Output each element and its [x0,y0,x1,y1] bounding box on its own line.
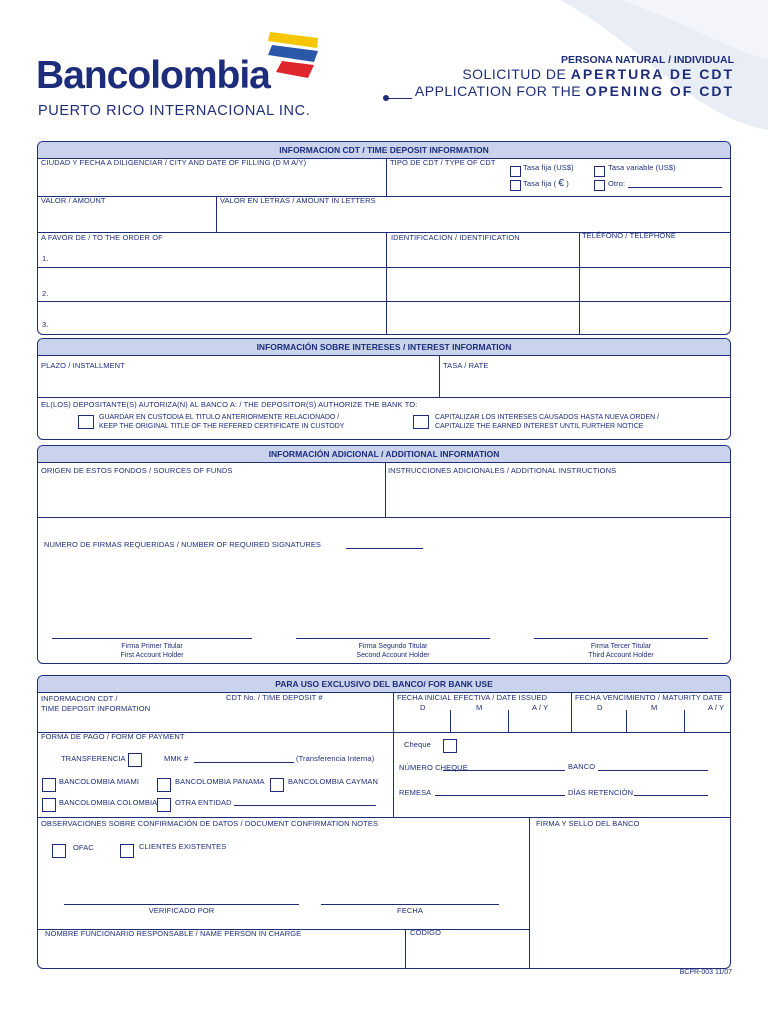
transfer-checkbox[interactable] [128,753,142,767]
custody-checkbox[interactable] [78,415,94,429]
city-date-label: CIUDAD Y FECHA A DILIGENCIAR / CITY AND DATE OF FILLING (D M A/Y) [41,158,307,167]
signature-line-2[interactable] [296,638,490,639]
tasa-fija-usd-checkbox[interactable] [510,166,521,177]
section-interest-info [37,338,731,440]
rate-label: TASA / RATE [443,361,489,370]
maturity-m-label: M [651,703,658,712]
section-time-deposit-info [37,141,731,335]
row-1-label: 1. [42,254,49,263]
divider [38,517,730,518]
bc-miami-checkbox[interactable] [42,778,56,792]
amount-letters-label: VALOR EN LETRAS / AMOUNT IN LETTERS [220,196,376,205]
bc-colombia-checkbox[interactable] [42,798,56,812]
custody-label-es: GUARDAR EN CUSTODIA EL TITULO ANTERIORMENTE RELACIONADO / [99,414,340,421]
row-2-label: 2. [42,289,49,298]
code-label: CODIGO [410,928,442,937]
existing-clients-checkbox[interactable] [120,844,134,858]
cdt-type-label: TIPO DE CDT / TYPE OF CDT [390,158,496,167]
telephone-label: TELÉFONO / TELEPHONE [582,231,676,240]
ofac-checkbox[interactable] [52,844,66,858]
capitalize-label-es: CAPITALIZAR LOS INTERESES CAUSADOS HASTA NUEVA ORDEN / [435,414,660,421]
title-en [415,83,734,99]
divider [38,267,730,268]
row-3-label: 3. [42,320,49,329]
divider [439,355,440,397]
amount-label: VALOR / AMOUNT [41,196,106,205]
bank-stamp-label: FIRMA Y SELLO DEL BANCO [536,819,640,828]
divider [508,710,509,732]
section-bank-use [37,675,731,969]
sig1-label-es: Firma Primer Titular [121,643,183,650]
sig2-label-es: Firma Segundo Titular [358,643,428,650]
euro-icon: € [558,178,565,189]
section-title: PARA USO EXCLUSIVO DEL BANCO/ FOR BANK USE [38,676,730,693]
section-title: INFORMACIÓN ADICIONAL / ADDITIONAL INFORMATION [38,446,730,463]
title-arrow [386,98,412,99]
maturity-y-label: A / Y [708,703,725,712]
additional-instructions-label: INSTRUCCIONES ADICIONALES / ADDITIONAL INSTRUCTIONS [388,466,617,475]
divider [385,462,386,517]
bc-cayman-checkbox[interactable] [270,778,284,792]
confirmation-notes-label: OBSERVACIONES SOBRE CONFIRMACIÓN DE DATOS / DOCUMENT CONFIRMATION NOTES [41,819,379,828]
divider [405,929,406,969]
section-title: INFORMACIÓN SOBRE INTERESES / INTEREST INFORMATION [38,339,730,356]
verified-by-label: VERIFICADO POR [148,906,215,915]
divider [684,710,685,732]
info-cdt-label-l2: TIME DEPOSIT INFORMATION [41,704,151,713]
form-of-payment-label: FORMA DE PAGO / FORM OF PAYMENT [41,732,185,741]
tasa-fija-eur-text: Tasa fija ( [523,179,557,188]
divider [579,232,580,335]
sig3-label-es: Firma Tercer Titular [590,643,652,650]
tasa-fija-usd-label: Tasa fija (US$) [523,163,574,172]
other-entity-field[interactable] [234,805,376,806]
section-title: INFORMACION CDT / TIME DEPOSIT INFORMATION [38,142,730,159]
signature-line-1[interactable] [52,638,252,639]
title-arrow-dot [383,95,389,101]
bank-field[interactable] [598,770,708,771]
divider [216,196,217,232]
sources-of-funds-label: ORIGEN DE ESTOS FONDOS / SOURCES OF FUNDS [41,466,233,475]
bc-colombia-label: BANCOLOMBIA COLOMBIA [59,798,158,807]
capitalize-label-en: CAPITALIZE THE EARNED INTEREST UNTIL FURTHER NOTICE [435,423,644,430]
transfer-label: TRANSFERENCIA [61,754,126,763]
date-issued-label: FECHA INICIAL EFECTIVA / DATE ISSUED [397,693,548,702]
brand-subtitle: PUERTO RICO INTERNACIONAL INC. [38,103,311,119]
divider [386,232,387,335]
order-of-label: A FAVOR DE / TO THE ORDER OF [41,233,163,242]
internal-transfer-label: (Transferencia Interna) [296,754,375,763]
tasa-variable-label: Tasa variable (US$) [608,163,676,172]
bc-miami-label: BANCOLOMBIA MIAMI [59,777,140,786]
divider [393,732,394,817]
title-es [462,66,734,82]
sig3-label-en: Third Account Holder [588,652,654,659]
divider [38,397,730,398]
num-signatures-field[interactable] [346,548,423,549]
sig2-label-en: Second Account Holder [356,652,430,659]
other-entity-checkbox[interactable] [157,798,171,812]
remittance-field[interactable] [435,795,565,796]
cdt-number-label: CDT No. / TIME DEPOSIT # [226,693,323,702]
title-es-bold: APERTURA DE CDT [570,66,734,82]
verified-by-field[interactable] [64,904,299,905]
mmk-label: MMK # [164,754,189,763]
bc-panama-label: BANCOLOMBIA PANAMA [175,777,265,786]
divider [393,692,394,732]
tasa-variable-checkbox[interactable] [594,166,605,177]
person-in-charge-label: NOMBRE FUNCIONARIO RESPONSABLE / NAME PERSON IN CHARGE [45,929,302,938]
cheque-checkbox[interactable] [443,739,457,753]
divider [38,817,730,818]
identification-label: IDENTIFICACION / IDENTIFICATION [391,233,520,242]
installment-label: PLAZO / INSTALLMENT [41,361,125,370]
title-es-prefix: SOLICITUD DE [462,66,571,82]
custody-label-en: KEEP THE ORIGINAL TITLE OF THE REFERED CERTIFICATE IN CUSTODY [99,423,345,430]
cheque-label: Cheque [404,740,431,749]
divider [529,817,530,969]
existing-clients-label: CLIENTES EXISTENTES [139,842,227,851]
remittance-label: REMESA [399,788,432,797]
authorize-label: EL(LOS) DEPOSITANTE(S) AUTORIZA(N) AL BANCO A: / THE DEPOSITOR(S) AUTHORIZE THE BANK TO: [41,400,418,409]
check-number-label: NÚMERO CHEQUE [399,763,468,772]
divider [450,710,451,732]
title-en-prefix: APPLICATION FOR THE [414,83,586,99]
divider [626,710,627,732]
tasa-fija-eur-close: ) [566,179,569,188]
tasa-fija-eur-checkbox[interactable] [510,180,521,191]
maturity-date-label: FECHA VENCIMIENTO / MATURITY DATE [575,693,723,702]
capitalize-checkbox[interactable] [413,415,429,429]
form-code: BCPR-003 11/07 [679,969,732,976]
info-cdt-label-l1: INFORMACION CDT / [41,694,118,703]
bc-cayman-label: BANCOLOMBIA CAYMAN [288,777,379,786]
check-number-field[interactable] [443,770,565,771]
date-label: FECHA [397,906,423,915]
divider [38,301,730,302]
bank-label: BANCO [568,762,596,771]
retention-days-label: DÍAS RETENCIÓN [568,788,634,797]
brand-name: Bancolombia [36,54,270,97]
retention-days-field[interactable] [634,795,708,796]
maturity-d-label: D [597,703,603,712]
date-field[interactable] [321,904,499,905]
divider [38,196,730,197]
signature-line-3[interactable] [534,638,708,639]
sig1-label-en: First Account Holder [120,652,184,659]
otro-field[interactable] [628,187,722,188]
issued-d-label: D [420,703,426,712]
num-signatures-label: NUMERO DE FIRMAS REQUERIDAS / NUMBER OF REQUIRED SIGNATURES [44,540,322,549]
divider [386,158,387,196]
bancolombia-logo-icon [262,26,324,80]
otro-label: Otro: [608,179,626,188]
mmk-field[interactable] [194,762,294,763]
bc-panama-checkbox[interactable] [157,778,171,792]
otro-checkbox[interactable] [594,180,605,191]
other-entity-label: OTRA ENTIDAD [175,798,232,807]
title-en-bold: OPENING OF CDT [585,83,734,99]
issued-y-label: A / Y [532,703,549,712]
ofac-label: OFAC [73,843,94,852]
divider [571,692,572,732]
persona-type: PERSONA NATURAL / INDIVIDUAL [560,54,734,66]
section-additional-info [37,445,731,664]
tasa-fija-eur-label [523,179,569,188]
issued-m-label: M [476,703,483,712]
